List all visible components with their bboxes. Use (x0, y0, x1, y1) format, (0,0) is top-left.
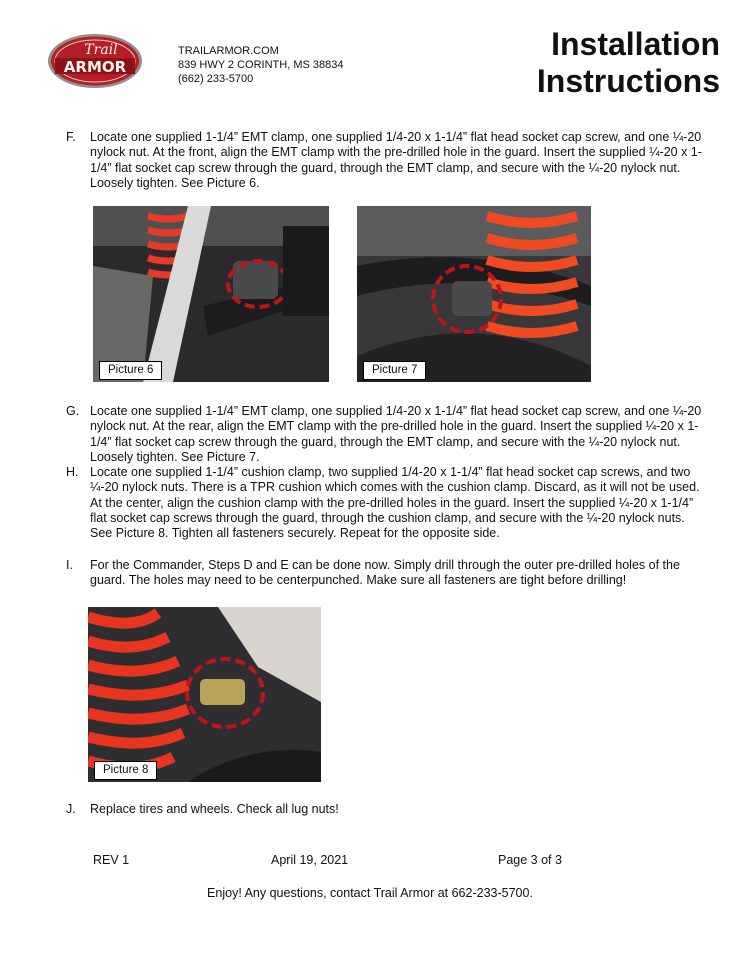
page-title (537, 26, 720, 100)
phone-text: (662) 233-5700 (178, 73, 254, 85)
picture-7-caption: Picture 7 (363, 361, 426, 380)
date-label: April 19, 2021 (271, 853, 349, 867)
page-number: Page 3 of 3 (498, 853, 562, 867)
step-text: Locate one supplied 1-1/4” EMT clamp, one supplied 1/4-20 x 1-1/4” flat head socket cap screw, and one ¼-20 nylock nut. At the front, align the EMT clamp with the pre-drilled hole in the guard. Insert the supplied ¼-20 x 1-1/4” flat socket cap screw through the guard, through the EMT clamp, and secure with the ¼-20 nylock nut. Loosely tighten. See Picture 6. (90, 130, 702, 190)
title-line-1: Installation (551, 26, 720, 62)
step-text: For the Commander, Steps D and E can be done now. Simply drill through the outer pre-drilled holes of the guard. The holes may need to be centerpunched. Make sure all fasteners are tight before drilling! (90, 558, 680, 588)
revision-label: REV 1 (93, 853, 130, 867)
step-text: Locate one supplied 1-1/4” cushion clamp, two supplied 1/4-20 x 1-1/4” flat head socket cap screws, and two ¼-20 nylock nuts. There is a TPR cushion which comes with the cushion clamp. Discard, as it will not be used. At the center, align the cushion clamp with the pre-drilled holes in the guard. Insert the supplied ¼-20 x 1-1/4” flat socket cap screws through the guard, through the cushion clamp, and secure with the ¼-20 nylock nuts. See Picture 8. Tighten all fasteners securely. Repeat for the opposite side. (90, 465, 700, 541)
picture-8-caption: Picture 8 (94, 761, 157, 780)
company-contact (178, 44, 343, 86)
contact-footer: Enjoy! Any questions, contact Trail Armor at 662-233-5700. (207, 886, 533, 900)
svg-text:Trail: Trail (84, 42, 118, 58)
step-letter: F. (66, 130, 76, 144)
address-text: 839 HWY 2 CORINTH, MS 38834 (178, 59, 344, 71)
picture-6-caption: Picture 6 (99, 361, 162, 380)
picture-6 (93, 206, 329, 382)
picture-7 (357, 206, 591, 382)
title-line-2: Instructions (536, 63, 720, 99)
step-letter: I. (66, 558, 73, 572)
trail-armor-logo (46, 32, 144, 90)
step-letter: G. (66, 404, 80, 418)
svg-text:ARMOR: ARMOR (63, 58, 127, 76)
step-text: Replace tires and wheels. Check all lug nuts! (90, 802, 339, 816)
step-text: Locate one supplied 1-1/4” EMT clamp, one supplied 1/4-20 x 1-1/4” flat head socket cap screw, and one ¼-20 nylock nut. At the rear, align the EMT clamp with the pre-drilled hole in the guard. Insert the supplied ¼-20 x 1-1/4” flat socket cap screw through the guard, through the EMT clamp, and secure with the ¼-20 nylock nut. Loosely tighten. See Picture 7. (90, 404, 702, 464)
website-text: TRAILARMOR.COM (178, 45, 279, 57)
step-letter: J. (66, 802, 76, 816)
step-letter: H. (66, 465, 79, 479)
picture-8 (88, 607, 321, 782)
